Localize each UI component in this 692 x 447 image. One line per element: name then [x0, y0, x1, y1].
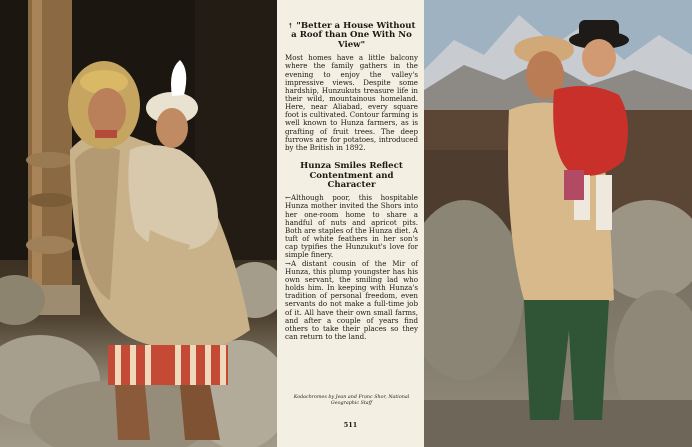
caption-headline-1: [285, 22, 418, 50]
photo-mother-and-son: [0, 0, 277, 447]
caption-body-2-text: Although poor, this hospitable Hunza mother invited the Shors into her one-room home to share a handful of nuts and apricot pits. Both are staples of the Hunza diet. A tuft of white feathers in her son's cap typifies the Hunzukut's love for simple finery.: [285, 193, 418, 260]
left-arrow-icon: ←: [285, 193, 291, 203]
right-arrow-icon: →: [285, 258, 291, 268]
boot: [115, 385, 150, 440]
caption-headline-1-text: "Better a House Without a Roof than One With No View": [291, 21, 416, 50]
up-arrow-icon: ↟: [287, 22, 294, 30]
page-number: 511: [343, 421, 358, 429]
caption-headline-2: Hunza Smiles Reflect Contentment and Character: [300, 161, 403, 190]
caption-body-3: [285, 260, 418, 342]
son-face: [156, 108, 188, 148]
striped-trousers: [108, 345, 228, 385]
caption-body-1: Most homes have a little balcony where the family gathers in the evening to enjoy the valley's impressive views. Despite some hardship, Hunzukuts treasure life in their wild, mountainous homeland. Here, near Aliabad, every square foot is cultivated. Contour farming is well known to Hunza farmers, as is grafting of fruit trees. The deep furrows are for potatoes, introduced by the British in 1892.: [285, 53, 418, 152]
caption-column: [277, 0, 424, 447]
child-body: [553, 86, 628, 176]
caption-block-1: [285, 22, 418, 152]
photo-credit: Kodachromes by Jean and Franc Shor, National Geographic Staff: [293, 395, 410, 406]
mother-face: [88, 88, 126, 136]
child-face: [582, 39, 616, 77]
photo-youth-holding-child: [424, 0, 692, 447]
caption-body-2: [285, 194, 418, 259]
caption-body-3-text: A distant cousin of the Mir of Hunza, this plump youngster has his own servant, the smiling lad who holds him. In keeping with Hunza's tradition of personal freedom, even servants do not make a full-time job of it. All have their own small farms, and after a couple of years find others to take their places so they can return to the land.: [285, 258, 418, 341]
caption-block-2: [285, 162, 418, 341]
